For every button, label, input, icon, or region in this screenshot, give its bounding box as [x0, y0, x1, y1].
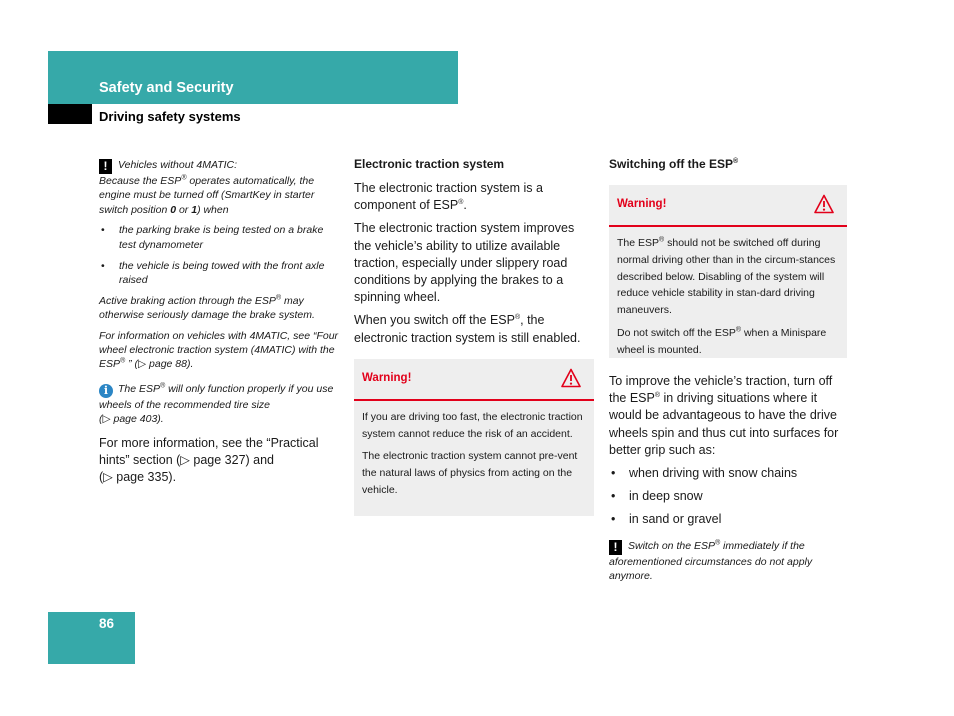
heading-switching-off-esp — [609, 157, 847, 171]
paragraph-text: The electronic traction system is a component of ESP — [354, 181, 543, 213]
registered-mark: ® — [458, 199, 464, 207]
warning-body — [354, 401, 594, 511]
note-text: Switch on the ESP — [628, 539, 715, 552]
note-text: operates automatically, the engine must be turned off (SmartKey in starter switch position — [99, 175, 315, 216]
page-reference[interactable]: page 403). — [110, 413, 164, 426]
section-title: Safety and Security — [99, 80, 234, 96]
registered-mark: ® — [733, 158, 739, 165]
paragraph: The electronic traction system improves the vehicle’s ability to utilize available traction, especially under slippery road conditions by applying the brakes to a spinning wheel. — [354, 221, 575, 305]
list-item: • in deep snow — [609, 488, 847, 505]
info-icon: i — [99, 384, 113, 398]
registered-mark: ® — [181, 174, 187, 182]
switch-position-1: 1 — [191, 203, 198, 216]
warning-text — [617, 325, 839, 359]
header-band — [48, 51, 458, 104]
note-bullet-list — [99, 223, 341, 288]
paragraph — [354, 312, 594, 346]
note-text: will only function properly if you use wheels of the recommended tire size — [99, 382, 334, 411]
note-text: Active braking action through the ESP — [99, 294, 276, 307]
warning-text-part: The ESP — [617, 237, 660, 249]
column-right — [609, 157, 847, 583]
page-ref-arrow-icon: ▷ — [138, 358, 147, 371]
note-text: ) when — [197, 203, 229, 216]
subsection-marker — [48, 104, 92, 124]
page-ref-arrow-icon: ▷ — [102, 413, 111, 426]
list-item: • the vehicle is being towed with the front axle raised — [99, 259, 341, 288]
registered-mark: ® — [275, 294, 282, 302]
registered-mark: ® — [160, 382, 166, 390]
info-note — [99, 382, 341, 427]
page-ref-arrow-icon: ▷ — [180, 452, 190, 467]
switch-position-0: 0 — [170, 203, 177, 216]
note-text: For information on vehicles with 4MATIC, see “Four wheel electronic traction system (4MATIC) with the ESP — [99, 329, 339, 371]
heading-electronic-traction: Electronic traction system — [354, 157, 505, 171]
note-text: may otherwise seriously damage the brake system. — [99, 294, 315, 322]
list-item: • the parking brake is being tested on a brake test dynamometer — [99, 223, 341, 252]
warning-triangle-icon — [561, 368, 581, 388]
note-text: The ESP — [118, 382, 161, 395]
more-info-paragraph — [99, 435, 341, 487]
page-number: 86 — [99, 616, 115, 631]
column-left — [99, 158, 341, 486]
page-ref-arrow-icon: ▷ — [103, 470, 113, 485]
warning-header — [354, 359, 594, 401]
column-middle — [354, 157, 594, 516]
note-text: ” ( — [125, 358, 139, 371]
page-number-box — [48, 612, 135, 664]
warning-text-part: Do not switch off the ESP — [617, 326, 736, 339]
warning-text-part: should not be switched off during normal driving other than in the circum-stances described below. Disabling of the system will reduce vehicle stability in stan-dard driving maneuvers. — [617, 237, 836, 317]
paragraph-text: To improve the vehicle’s traction, turn off the ESP — [609, 374, 833, 406]
warning-box — [354, 359, 594, 516]
note-text: or — [176, 203, 192, 216]
list-item: • in sand or gravel — [609, 511, 847, 528]
note-vehicles-without-4matic — [99, 158, 341, 372]
registered-mark: ® — [514, 314, 521, 322]
warning-text-part: when a Minispare wheel is mounted. — [617, 326, 827, 356]
warning-text — [617, 235, 839, 319]
registered-mark: ® — [735, 326, 742, 334]
registered-mark: ® — [654, 392, 661, 400]
page-reference[interactable]: page 327) and — [189, 452, 275, 467]
paragraph-text: For more information, see the “Practical hints” section ( — [99, 435, 319, 467]
warning-label: Warning! — [362, 371, 412, 384]
list-item: • when driving with snow chains — [609, 465, 847, 482]
subsection-title: Driving safety systems — [99, 109, 241, 124]
exclamation-icon: ! — [609, 540, 622, 555]
note-text: immediately if the aforementioned circumstances do not apply anymore. — [609, 539, 813, 583]
warning-text: If you are driving too fast, the electronic traction system cannot reduce the risk of an accident. — [362, 410, 583, 440]
exclamation-icon: ! — [99, 159, 112, 174]
page-reference[interactable]: page 335). — [112, 470, 177, 485]
paragraph — [609, 373, 847, 459]
registered-mark: ® — [120, 357, 126, 365]
bullet-list — [609, 465, 847, 529]
warning-label: Warning! — [617, 198, 667, 210]
registered-mark: ® — [714, 539, 721, 547]
paragraph-text: , the electronic traction system is still enabled. — [354, 313, 581, 345]
paragraph — [354, 180, 594, 214]
paragraph-text: . — [463, 198, 467, 213]
heading-text: Switching off the ESP — [609, 157, 734, 171]
warning-box — [609, 185, 847, 358]
paragraph-text: ( — [99, 470, 104, 485]
registered-mark: ® — [659, 236, 665, 244]
note-text: ( — [99, 413, 103, 426]
warning-body — [609, 227, 847, 371]
paragraph-text: When you switch off the ESP — [354, 313, 515, 328]
page-reference[interactable]: page 88). — [146, 358, 194, 371]
warning-header — [609, 185, 847, 227]
note-title: Vehicles without 4MATIC: — [118, 159, 238, 171]
note-text: Because the ESP — [99, 175, 182, 187]
warning-text: The electronic traction system cannot pre-vent the natural laws of physics from acting on the vehicle. — [362, 450, 578, 497]
paragraph-text: in driving situations where it would be advantageous to have the drive wheels spin and thus cut into surfaces for better grip such as: — [609, 391, 839, 457]
note-switch-on-esp — [609, 539, 847, 584]
warning-triangle-icon — [814, 194, 834, 214]
